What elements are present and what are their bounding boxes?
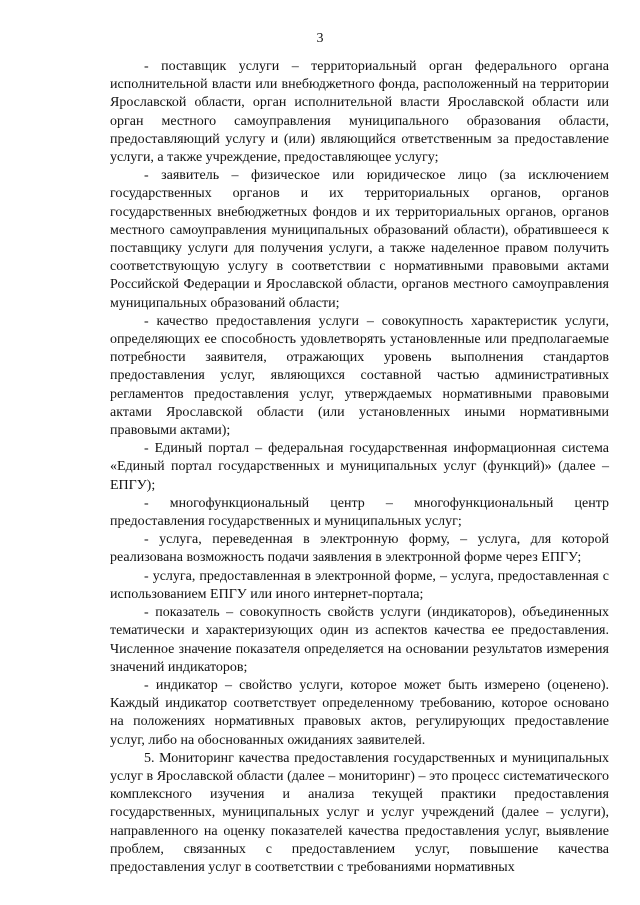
definition-unified-portal: - Единый портал – федеральная государственная информационная система «Единый портал государственных и муниципальных услуг (функций)» (далее – ЕПГУ); [110, 441, 609, 493]
definition-service-quality: - качество предоставления услуги – совокупность характеристик услуги, определяющих ее способность удовлетворять установленные или предполагаемые потребности заявителя, отражающих уровень выполнения стандартов предоставления услуг, являющихся составной частью административных регламентов предоставления услуг, утверждаемых нормативными правовыми актами Ярославской области (или установленных иными нормативными правовыми актами); [110, 313, 609, 439]
definition-multifunctional-center: - многофункциональный центр – многофункциональный центр предоставления государственных и муниципальных услуг; [110, 495, 609, 530]
definition-applicant: - заявитель – физическое или юридическое лицо (за исключением государственных органов и их территориальных органов, органов государственных внебюджетных фондов и их территориальных органов, органов местного самоуправления муниципальных образований области), обратившееся к поставщику услуги для получения услуги, а также наделенное правом получить соответствующую услугу в соответствии с нормативными правовыми актами Российской Федерации и Ярославской области, органов местного самоуправления муниципальных образований области; [110, 168, 609, 311]
definition-indicator: - индикатор – свойство услуги, которое может быть измерено (оценено). Каждый индикатор соответствует определенному требованию, которое основано на положениях нормативных правовых актов, регулирующих предоставление услуг, либо на обоснованных ожиданиях заявителей. [110, 677, 609, 748]
definition-electronic-service: - услуга, переведенная в электронную форму, – услуга, для которой реализована возможность подачи заявления в электронной форме через ЕПГУ; [110, 532, 609, 566]
definition-indicator-set: - показатель – совокупность свойств услуги (индикаторов), объединенных тематически и характеризующих один из аспектов качества ее предоставления. Численное значение показателя определяется на основании результатов измерения значений индикаторов; [110, 605, 609, 675]
document-body [110, 58, 609, 877]
page-number: 3 [316, 31, 324, 46]
section-5-monitoring: 5. Мониторинг качества предоставления государственных и муниципальных услуг в Ярославской области (далее – мониторинг) – это процесс систематического комплексного изучения и анализа текущей практики предоставления государственных, муниципальных услуг и услуг учреждений (далее – услуги), направленного на оценку показателей качества предоставления услуг, выявление проблем, связанных с предоставлением услуг, повышение качества предоставления услуг в соответствии с требованиями нормативных [110, 750, 609, 875]
definition-service-provided-electronically: - услуга, предоставленная в электронной форме, – услуга, предоставленная с использованием ЕПГУ или иного интернет-портала; [110, 568, 609, 602]
definition-supplier: - поставщик услуги – территориальный орган федерального органа исполнительной власти или внебюджетного фонда, расположенный на территории Ярославской области, орган исполнительной власти Ярославской области или орган местного самоуправления муниципального образования области, предоставляющий услугу и (или) являющийся ответственным за предоставление услуги, а также учреждение, предоставляющее услугу; [110, 59, 609, 166]
